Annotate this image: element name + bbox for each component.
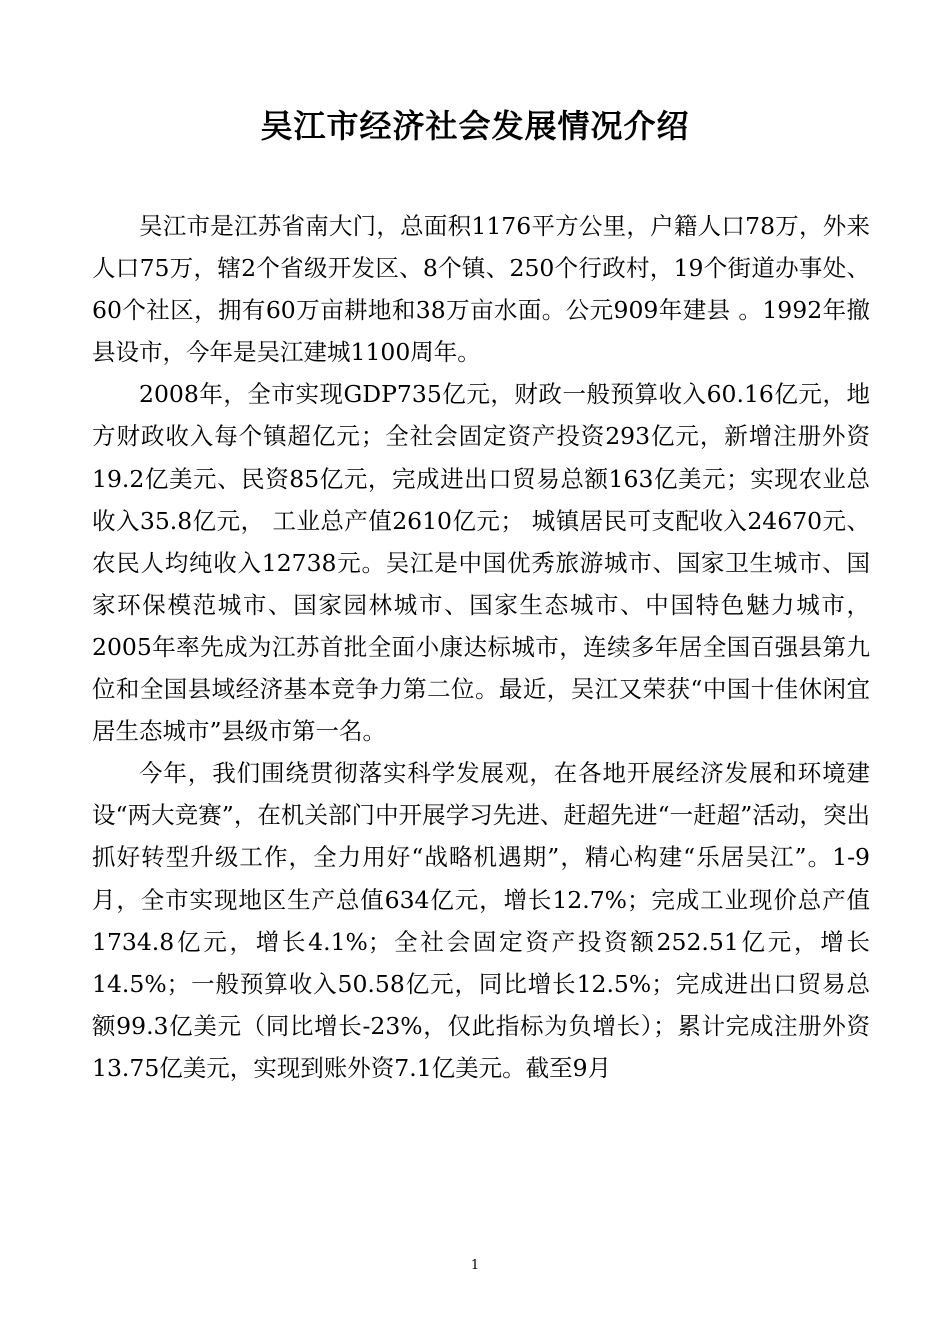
document-title: 吴江市经济社会发展情况介绍 <box>260 107 690 145</box>
paragraph-overview: 吴江市是江苏省南大门，总面积1176平方公里，户籍人口78万，外来人口75万，辖2个省级开发区、8个镇、250个行政村，19个街道办事处、60个社区，拥有60万亩耕地和38万亩水面。公元909年建县 。1992年撤县设市，今年是吴江建城1100周年。 <box>92 212 870 367</box>
document-body <box>92 205 870 1089</box>
paragraph-this-year: 今年，我们围绕贯彻落实科学发展观，在各地开展经济发展和环境建设“两大竞赛”，在机关部门中开展学习先进、赶超先进“一赶超”活动，突出抓好转型升级工作，全力用好“战略机遇期”，精心构建“乐居吴江”。1-9月，全市实现地区生产总值634亿元，增长12.7%；完成工业现价总产值1734.8亿元，增长4.1%；全社会固定资产投资额252.51亿元，增长14.5%；一般预算收入50.58亿元，同比增长12.5%；完成进出口贸易总额99.3亿美元（同比增长-23%，仅此指标为负增长）；累计完成注册外资13.75亿美元，实现到账外资7.1亿美元。截至9月 <box>92 759 870 1082</box>
page-number: 1 <box>470 1258 480 1273</box>
paragraph-2008-economy: 2008年，全市实现GDP735亿元，财政一般预算收入60.16亿元，地方财政收入每个镇超亿元；全社会固定资产投资293亿元，新增注册外资19.2亿美元、民资85亿元，完成进出口贸易总额163亿美元；实现农业总收入35.8亿元， 工业总产值2610亿元； 城镇居民可支配收入24670元、农民人均纯收入12738元。吴江是中国优秀旅游城市、国家卫生城市、国家环保模范城市、国家园林城市、国家生态城市、中国特色魅力城市，2005年率先成为江苏首批全面小康达标城市，连续多年居全国百强县第九位和全国县域经济基本竞争力第二位。最近，吴江又荣获“中国十佳休闲宜居生态城市”县级市第一名。 <box>92 380 870 746</box>
